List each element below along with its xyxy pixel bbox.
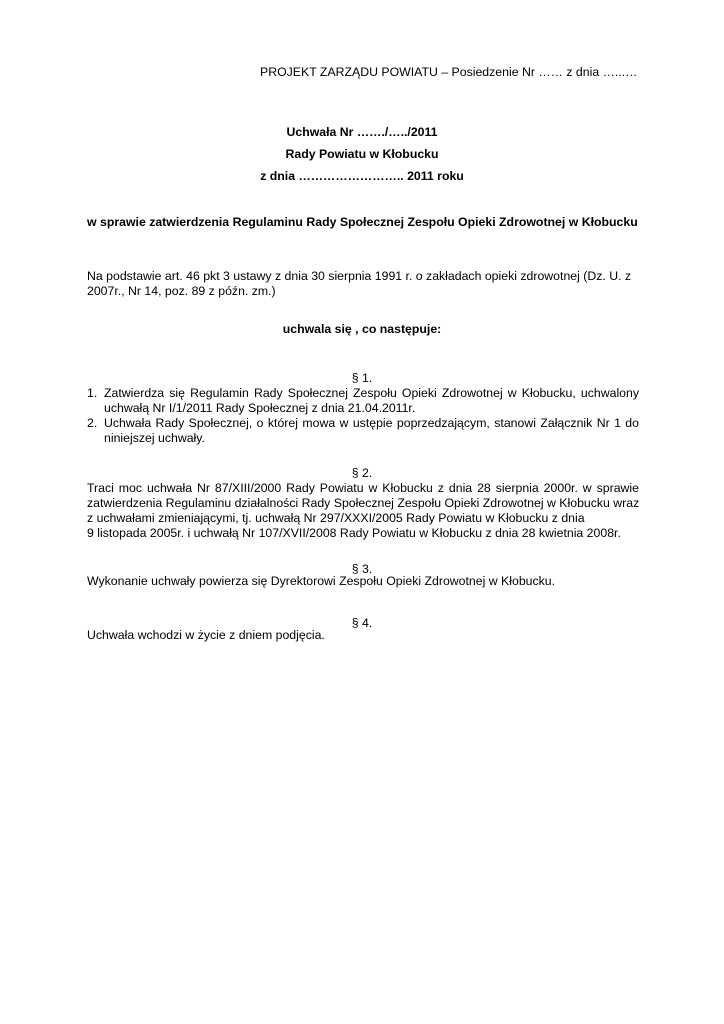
section-4-heading: § 4. bbox=[351, 616, 373, 630]
list-item-text: Uchwała Rady Społecznej, o której mowa w ustępie poprzedzającym, stanowi Załącznik Nr 1 do niniejszej uchwały. bbox=[104, 416, 639, 445]
issuing-body: Rady Powiatu w Kłobucku bbox=[285, 147, 439, 161]
section-2-text bbox=[87, 481, 639, 541]
section-4-text: Uchwała wchodzi w życie z dniem podjęcia. bbox=[87, 628, 325, 642]
list-item-number: 1. bbox=[87, 386, 98, 400]
section-3-heading: § 3. bbox=[351, 562, 373, 576]
section-1-heading: § 1. bbox=[351, 371, 373, 385]
draft-header: PROJEKT ZARZĄDU POWIATU – Posiedzenie Nr …… z dnia …...… bbox=[260, 65, 638, 79]
section-2-line: zatwierdzenia Regulaminu działalności Rady Społecznej Zespołu Opieki Zdrowotnej w Kłobucku wraz bbox=[87, 496, 640, 510]
section-2-line: Traci moc uchwała Nr 87/XIII/2000 Rady Powiatu w Kłobucku z dnia 28 sierpnia 2000r. w sprawie bbox=[87, 481, 639, 495]
legal-basis: Na podstawie art. 46 pkt 3 ustawy z dnia 30 sierpnia 1991 r. o zakładach opieki zdrowotnej (Dz. U. z 2007r., Nr 14, poz. 89 z późn. zm.) bbox=[87, 269, 632, 298]
section-1-list bbox=[87, 386, 639, 446]
section-2-line: z uchwałami zmieniającymi, tj. uchwałą Nr 297/XXXI/2005 Rady Powiatu w Kłobucku z dnia bbox=[87, 511, 585, 525]
resolution-date: z dnia …………………….. 2011 roku bbox=[260, 169, 464, 183]
list-item bbox=[87, 416, 639, 446]
resolution-subject: w sprawie zatwierdzenia Regulaminu Rady Społecznej Zespołu Opieki Zdrowotnej w Kłobucku bbox=[87, 215, 638, 229]
list-item-number: 2. bbox=[87, 416, 98, 430]
resolution-number: Uchwała Nr ……./…../2011 bbox=[286, 125, 438, 139]
section-3-text: Wykonanie uchwały powierza się Dyrektorowi Zespołu Opieki Zdrowotnej w Kłobucku. bbox=[87, 574, 556, 588]
section-2-line: 9 listopada 2005r. i uchwałą Nr 107/XVII/2008 Rady Powiatu w Kłobucku z dnia 28 kwietnia 2008r. bbox=[87, 526, 621, 540]
section-2-heading: § 2. bbox=[351, 466, 373, 480]
resolves-clause: uchwala się , co następuje: bbox=[282, 322, 442, 336]
list-item bbox=[87, 386, 639, 416]
list-item-text: Zatwierdza się Regulamin Rady Społecznej Zespołu Opieki Zdrowotnej w Kłobucku, uchwalony uchwałą Nr I/1/2011 Rady Społecznej z dnia 21.04.2011r. bbox=[104, 386, 639, 415]
